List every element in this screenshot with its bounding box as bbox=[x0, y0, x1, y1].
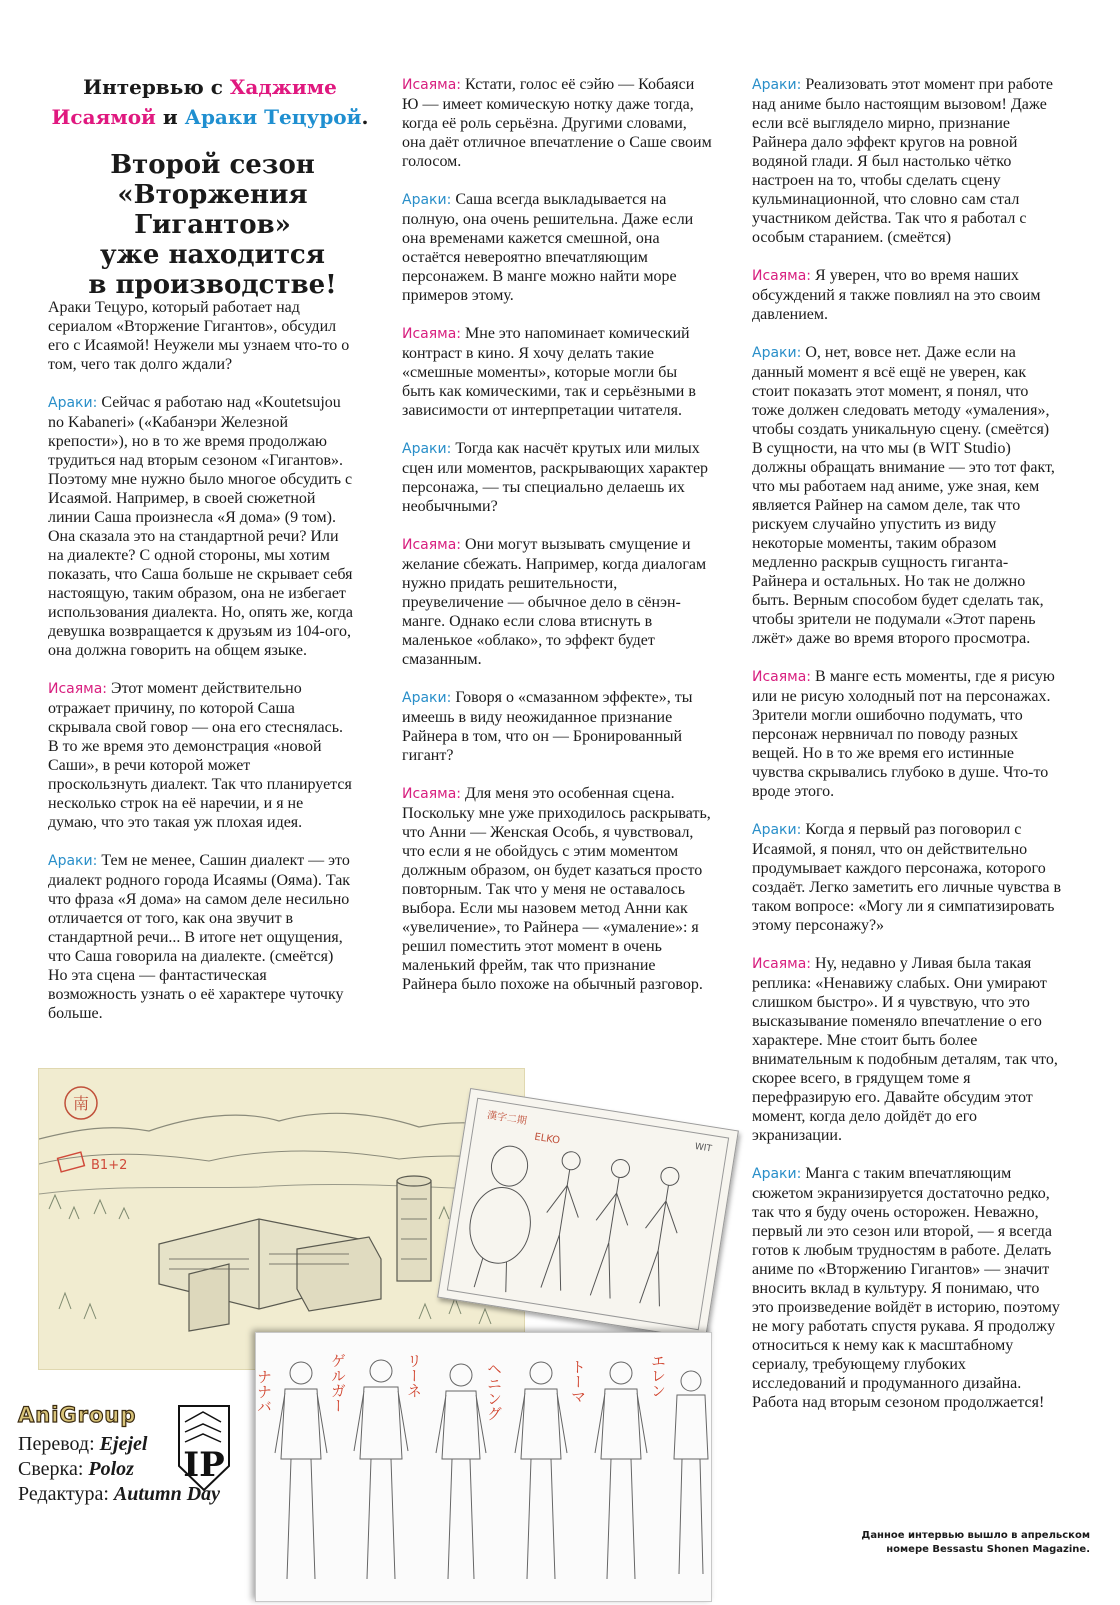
paragraph-text: О, нет, вовсе нет. Даже если на данный момент я всё ещё не уверен, как стоит показать этот момент, я понял, что тоже должен следовать методу «умаления», чтобы создать уникальную сцену. (смеётся) В сущности, на что мы (в WIT Studio) должны обращать внимание — это тот факт, что мы работаем над аниме, уже зная, кем является Райнер на самом деле, так что рискуем случайно упустить из виду некоторые моменты, таким образом медленно раскрыв сущность гиганта-Райнера и остальных. Но так не должно быть. Верным способом будет сделать так, чтобы зрители не подумали «Этот парень лжёт» даже во время второго просмотра. bbox=[752, 344, 1055, 647]
character-sketch-sheet-1 bbox=[437, 1088, 739, 1340]
speaker-label-isayama: Исаяма: bbox=[402, 77, 462, 93]
credit-translation bbox=[18, 1432, 220, 1457]
speaker-label-araki: Араки: bbox=[752, 1166, 802, 1182]
paragraph-text: Тогда как насчёт крутых или милых сцен или моментов, раскрывающих характер персонажа, — ты специально делаешь их необычными? bbox=[402, 440, 709, 515]
interview-paragraph bbox=[402, 324, 712, 420]
headline-line: «Вторжения Гигантов» bbox=[117, 180, 308, 240]
name-label: リーネ bbox=[405, 1353, 423, 1398]
interview-paragraph bbox=[48, 679, 353, 832]
headline-line: уже находится bbox=[100, 240, 325, 270]
interview-paragraph bbox=[752, 1164, 1062, 1412]
text-column-3 bbox=[752, 75, 1062, 1431]
sheet1-corner: WIT bbox=[694, 1141, 713, 1155]
interview-paragraph bbox=[48, 393, 353, 660]
interview-paragraph bbox=[752, 820, 1062, 935]
speaker-label-isayama: Исаяма: bbox=[402, 786, 462, 802]
credit-value: Autumn Day bbox=[113, 1483, 221, 1505]
sheet1-tag: ELKO bbox=[533, 1131, 561, 1147]
speaker-label-isayama: Исаяма: bbox=[48, 681, 108, 697]
interview-paragraph bbox=[48, 851, 353, 1023]
source-note bbox=[800, 1529, 1090, 1557]
credit-label: Перевод: bbox=[18, 1433, 100, 1455]
title-name-isayama-last: Исаямой bbox=[51, 105, 156, 129]
name-label: トーマ bbox=[569, 1359, 587, 1404]
title-conj: и bbox=[155, 105, 185, 129]
interview-paragraph bbox=[402, 535, 712, 669]
paragraph-text: Мне это напоминает комический контраст в кино. Я хочу делать такие «смешные моменты», которые могли бы быть как комическими, так и серьёзными в зависимости от интерпретации читателя. bbox=[402, 325, 696, 419]
speaker-label-isayama: Исаяма: bbox=[402, 326, 462, 342]
interview-paragraph bbox=[752, 954, 1062, 1145]
interview-paragraph bbox=[752, 75, 1062, 247]
interview-paragraph bbox=[752, 667, 1062, 801]
speaker-label-araki: Араки: bbox=[752, 345, 802, 361]
paragraph-text: Когда я первый раз поговорил с Исаямой, я понял, что он действительно продумывает каждого персонажа, которого создаёт. Легко заметить его личные чувства в таком вопросе: «Могу ли я симпатизировать этому персонажу?» bbox=[752, 821, 1061, 934]
paragraph-text: Ну, недавно у Ливая была такая реплика: «Ненавижу слабых. Они умирают слишком быстро». И я чувствую, что это высказывание поменяло впечатление о его характере. Мне стоит быть более внимательным к подобным деталям, так что, скорее всего, в грядущем томе я перефразирую его. Давайте обсудим этот момент, когда дело дойдёт до его экранизации. bbox=[752, 955, 1058, 1144]
credit-value: Poloz bbox=[88, 1458, 134, 1480]
credit-label: Сверка: bbox=[18, 1458, 89, 1480]
speaker-label-araki: Араки: bbox=[402, 192, 452, 208]
text-column-2 bbox=[402, 75, 712, 1013]
paragraph-text: Этот момент действительно отражает причину, по которой Саша скрывала свой говор — она его стеснялась. В то же время это демонстрация «новой Саши», в речи которой может проскользнуть диалект. Так что планируется несколько строк на её наречии, и я не думаю, что это такая уж плохая идея. bbox=[48, 680, 352, 831]
speaker-label-araki: Араки: bbox=[48, 395, 98, 411]
speaker-label-isayama: Исаяма: bbox=[752, 669, 812, 685]
titan-sketch bbox=[438, 1089, 738, 1339]
credit-proofread bbox=[18, 1457, 220, 1482]
title-prefix: Интервью с bbox=[83, 75, 230, 99]
paragraph-text: Я уверен, что во время наших обсуждений я также повлиял на это своим давлением. bbox=[752, 267, 1041, 323]
headline bbox=[40, 150, 385, 300]
speaker-label-araki: Араки: bbox=[752, 77, 802, 93]
paragraph-text: Араки Тецуро, который работает над сериалом «Вторжение Гигантов», обсудил его с Исаямой! Неужели мы узнаем что-то о том, чего так долго ждали? bbox=[48, 299, 350, 373]
paragraph-text: В манге есть моменты, где я рисую или не рисую холодный пот на персонажах. Зрители могли ошибочно подумать, что персонаж нервничал по поводу разных вещей. Но в то же время его истинные чувства скрывались глубоко в душе. Что-то вроде этого. bbox=[752, 668, 1055, 800]
title-name-araki: Араки Тецурой bbox=[184, 105, 362, 129]
text-column-1 bbox=[48, 298, 353, 1042]
stamp-text: 南 bbox=[72, 1094, 90, 1113]
credit-value: Ejejel bbox=[99, 1433, 148, 1455]
paragraph-text: Манга с таким впечатляющим сюжетом экранизируется достаточно редко, так что я буду очень осторожен. Неважно, первый ли это сезон или второй, — я всегда готов к любым трудностям в работе. Делать аниме по «Вторжению Гигантов» — значит вносить вклад в культуру. Я понимаю, что это произведение войдёт в историю, поэтому не могу работать спустя рукава. Я продолжу относиться к нему как к масштабному сериалу, требующему глубоких исследований и продуманного дизайна. Работа над вторым сезоном продолжается! bbox=[752, 1165, 1060, 1411]
name-label: ナナバ bbox=[256, 1369, 273, 1414]
interview-paragraph bbox=[402, 688, 712, 765]
credit-label: Редактура: bbox=[18, 1483, 114, 1505]
svg-text:漢字二期: 漢字二期 bbox=[486, 1110, 528, 1128]
building-label: B1+2 bbox=[91, 1158, 128, 1173]
intro-paragraph bbox=[48, 298, 353, 374]
interview-paragraph bbox=[402, 439, 712, 516]
headline-line: в производстве! bbox=[88, 270, 337, 300]
interview-paragraph bbox=[402, 784, 712, 994]
speaker-label-araki: Араки: bbox=[402, 690, 452, 706]
paragraph-text: Для меня это особенная сцена. Поскольку мне уже приходилось раскрывать, что Анни — Женская Особь, я чувствовал, что если я не обойдусь с этим моментом должным образом, он будет казаться просто повторным. Так что у меня не оставалось выбора. Если мы назовем метод Анни как «увеличение», то Райнера — «умаление»: я решил поместить этот момент в очень маленький фрейм, так что признание Райнера было похоже на обычный разговор. bbox=[402, 785, 711, 993]
soldiers-lineup-sketch bbox=[256, 1333, 711, 1601]
paragraph-text: Сейчас я работаю над «Koutetsujou no Kabaneri» («Кабанэри Железной крепости»), но в то же время продолжаю трудиться над вторым сезоном «Гигантов». Поэтому мне нужно было многое обсудить с Исаямой. Например, в своей сюжетной линии Саша произнесла «Я дома» (9 том). Она сказала это на стандартной речи? Или на диалекте? С одной стороны, мы хотим показать, что Саша больше не скрывает себя настоящую, таким образом, она не избегает использования диалекта. Но, опять же, когда девушка возвращается к друзьям из 104-ого, она должна говорить на общем языке. bbox=[48, 394, 354, 659]
headline-line: Второй сезон bbox=[110, 150, 315, 180]
title-dot: . bbox=[361, 105, 369, 129]
paragraph-text: Говоря о «смазанном эффекте», ты имеешь в виду неожиданное признание Райнера в том, что он — Бронированный гигант? bbox=[402, 689, 693, 764]
source-note-line: Данное интервью вышло в апрельском bbox=[861, 1530, 1090, 1541]
interview-paragraph bbox=[752, 266, 1062, 324]
paragraph-text: Кстати, голос её сэйю — Кобаяси Ю — имеет комическую нотку даже тогда, когда её роль серьёзна. Другими словами, она даёт отличное впечатление о Саше своим голосом. bbox=[402, 76, 712, 170]
paragraph-text: Тем не менее, Сашин диалект — это диалект родного города Исаямы (Ояма). Так что фраза «Я дома» на самом деле несильно отличается от того, как она звучит в стандартной речи... В итоге нет ощущения, что Саша говорила на диалекте. (смеётся) Но эта сцена — фантастическая возможность узнать о её характере чуточку больше. bbox=[48, 852, 351, 1022]
title-name-isayama-first: Хаджиме bbox=[229, 75, 337, 99]
name-label: ゲルガー bbox=[329, 1353, 347, 1413]
paragraph-text: Саша всегда выкладывается на полную, она очень решительна. Даже если она временами кажется смешной, она остаётся невероятно впечатляющим персонажем. В манге можно найти море примеров этому. bbox=[402, 191, 694, 304]
speaker-label-isayama: Исаяма: bbox=[402, 537, 462, 553]
anigroup-logo: AniGroup bbox=[18, 1403, 137, 1427]
speaker-label-isayama: Исаяма: bbox=[752, 956, 812, 972]
name-label: ヘニング bbox=[485, 1361, 503, 1421]
speaker-label-araki: Араки: bbox=[402, 441, 452, 457]
paragraph-text: Реализовать этот момент при работе над аниме было настоящим вызовом! Даже если всё выглядело мирно, признание Райнера дало эффект кругов на ровной водяной глади. Я был настолько чётко настроен на то, чтобы сделать сцену кульминационной, что словно сам стал участником действа. Так что я работал с особым старанием. (смеётся) bbox=[752, 76, 1053, 246]
paragraph-text: Они могут вызывать смущение и желание сбежать. Например, когда диалогам нужно придать решительности, преувеличение — обычное дело в сёнэн-манге. Однако если слова втиснуть в маленькое «облако», то эффект будет смазанным. bbox=[402, 536, 707, 668]
speaker-label-isayama: Исаяма: bbox=[752, 268, 812, 284]
speaker-label-araki: Араки: bbox=[752, 822, 802, 838]
character-sketch-sheet-2 bbox=[255, 1332, 712, 1602]
name-label: エレン bbox=[649, 1353, 667, 1398]
source-note-line: номере Bessastu Shonen Magazine. bbox=[886, 1544, 1090, 1555]
credit-editing bbox=[18, 1482, 220, 1507]
interview-paragraph bbox=[752, 343, 1062, 648]
interview-paragraph bbox=[402, 190, 712, 305]
credits-block bbox=[18, 1432, 220, 1507]
logo-letters: IP bbox=[183, 1445, 225, 1485]
speaker-label-araki: Араки: bbox=[48, 853, 98, 869]
interview-paragraph bbox=[402, 75, 712, 171]
interview-title bbox=[40, 72, 380, 132]
character-name-labels bbox=[256, 1353, 667, 1421]
